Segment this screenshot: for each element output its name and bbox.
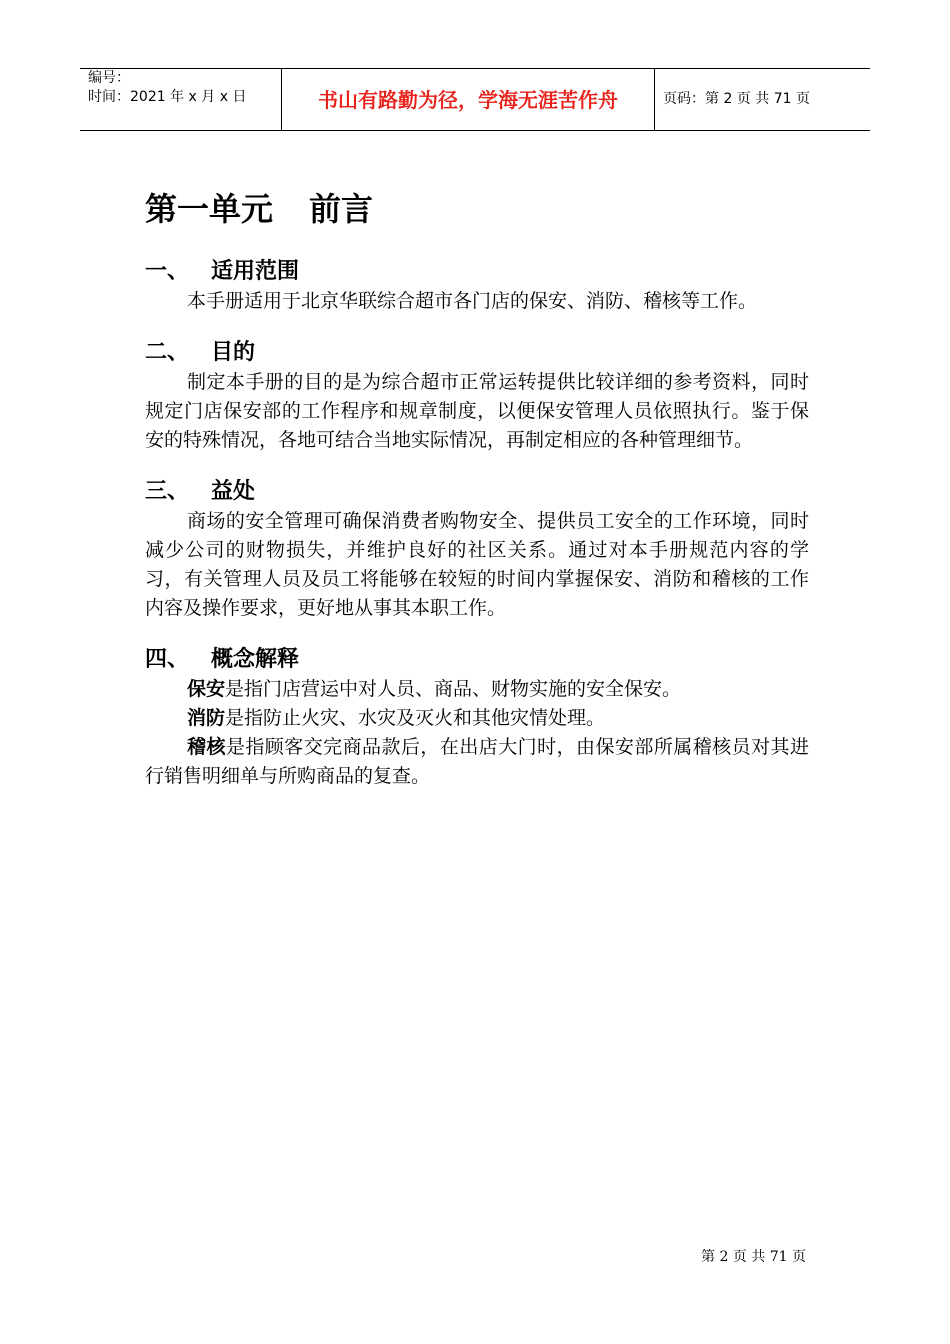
section-paragraph: 商场的安全管理可确保消费者购物安全、提供员工安全的工作环境，同时减少公司的财物损失，并维护良好的社区关系。通过对本手册规范内容的学习，有关管理人员及员工将能够在较短的时间内掌握保安、消防和稽核的工作内容及操作要求，更好地从事其本职工作。	[145, 510, 809, 619]
page-header	[80, 68, 870, 131]
unit-title	[145, 185, 809, 233]
section-number: 三、	[145, 479, 190, 504]
section-heading: 适用范围	[211, 259, 300, 284]
header-page-cell	[655, 69, 870, 130]
definition-audit	[145, 733, 809, 791]
section-heading: 概念解释	[211, 647, 300, 672]
footer-page-number: 第 2 页 共 71 页	[701, 1249, 806, 1265]
unit-title-number: 第一单元	[145, 190, 274, 228]
section-purpose	[145, 338, 809, 455]
section-definitions	[145, 645, 809, 791]
definition-fire-control	[145, 704, 809, 733]
section-title	[145, 477, 809, 507]
document-body	[145, 185, 809, 791]
header-motto-cell	[281, 69, 655, 130]
unit-title-name: 前言	[309, 190, 374, 228]
section-number: 二、	[145, 340, 190, 365]
header-page-number: 页码：第 2 页 共 71 页	[663, 91, 810, 107]
definition-text: 是指防止火灾、水灾及灭火和其他灾情处理。	[225, 707, 606, 729]
section-title	[145, 338, 809, 368]
definition-term: 保安	[187, 678, 226, 700]
definition-security	[145, 675, 809, 704]
header-motto: 书山有路勤为径，学海无涯苦作舟	[318, 88, 618, 112]
section-benefits	[145, 477, 809, 623]
document-date-label: 时间：2021 年 x 月 x 日	[88, 89, 247, 105]
section-title	[145, 645, 809, 675]
definition-text: 是指顾客交完商品款后，在出店大门时，由保安部所属稽核员对其进行销售明细单与所购商品的复查。	[145, 736, 809, 787]
section-scope	[145, 257, 809, 316]
section-heading: 益处	[211, 479, 256, 504]
section-number: 一、	[145, 259, 190, 284]
section-number: 四、	[145, 647, 190, 672]
definition-term: 稽核	[187, 736, 226, 758]
section-paragraph: 制定本手册的目的是为综合超市正常运转提供比较详细的参考资料，同时规定门店保安部的工作程序和规章制度，以便保安管理人员依照执行。鉴于保安的特殊情况，各地可结合当地实际情况，再制定相应的各种管理细节。	[145, 371, 809, 451]
definition-term: 消防	[187, 707, 226, 729]
section-title	[145, 257, 809, 287]
document-number-label: 编号：	[88, 70, 130, 86]
definition-text: 是指门店营运中对人员、商品、财物实施的安全保安。	[225, 678, 682, 700]
header-info-cell	[80, 69, 281, 130]
section-paragraph: 本手册适用于北京华联综合超市各门店的保安、消防、稽核等工作。	[187, 290, 758, 312]
section-heading: 目的	[211, 340, 256, 365]
